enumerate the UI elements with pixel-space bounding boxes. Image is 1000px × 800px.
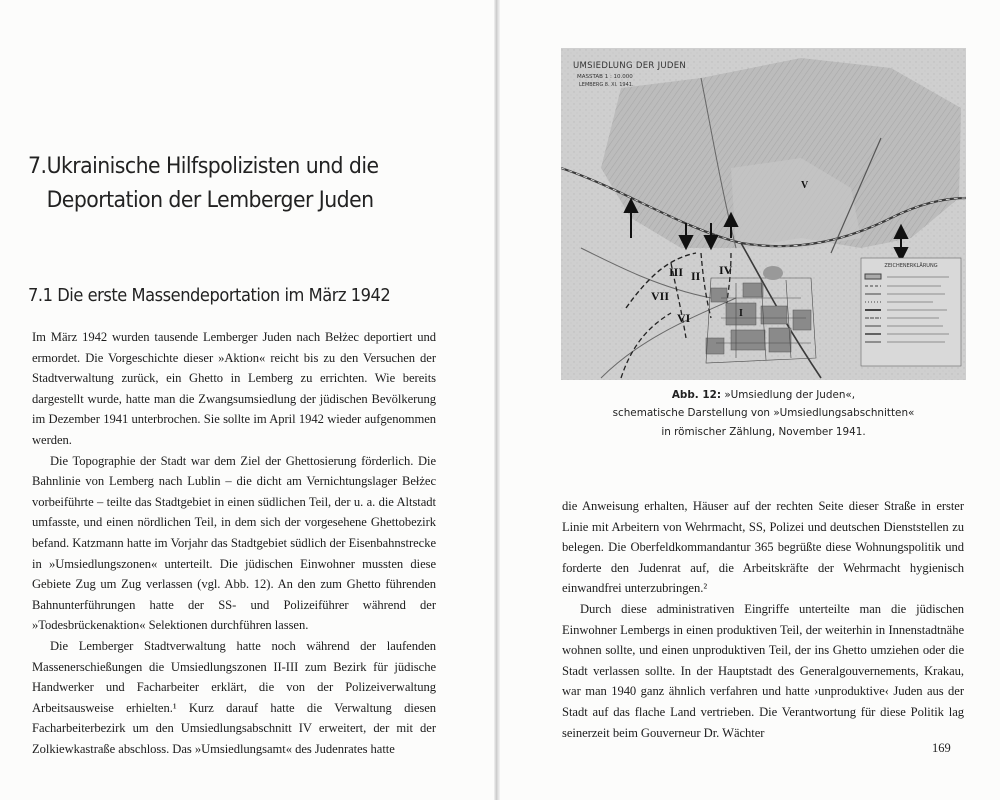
caption-line-1: »Umsiedlung der Juden«, — [724, 389, 856, 401]
chapter-title — [28, 150, 437, 218]
paragraph: Durch diese administrativen Eingriffe unterteilte man die jüdischen Einwohner Lembergs in einen produktiven Teil, der weiterhin in Innenstadtnähe wohnen sollte, und einen unproduktiven Teil, der ins Ghetto umziehen oder die Stadt verlassen sollte. In der Hauptstadt des Generalgouvernements, Krakau, war man 1940 ganz ähnlich verfahren und hatte ›unproduktive‹ Juden aus der Stadt auf das flache Land vertrieben. Die Verantwortung für diese Politik lag seinerzeit beim Gouverneur Dr. Wächter — [562, 601, 964, 740]
map-place-date: LEMBERG 8. XI. 1941. — [579, 82, 634, 88]
chapter-title-line-2: Deportation der Lemberger Juden — [46, 188, 374, 213]
paragraph: Die Lemberger Stadtverwaltung hatte noch während der laufenden Massenerschießungen die Umsiedlungszonen II-III zum Bezirk für jüdische Handwerker und Facharbeiter erklärt, die von der Polizeiverwaltung Arbeitsausweise erhielten.¹ Kurz darauf hatte die Verwaltung diesen Facharbeiterbezirk um den Umsiedlungsabschnitt IV erweitert, der mit der Zolkiewkastraße abschloss. Das »Umsiedlungsamt« des Judenrates hatte — [32, 638, 436, 756]
caption-line-3: in römischer Zählung, November 1941. — [661, 425, 866, 438]
chapter-title-line-1: Ukrainische Hilfspolizisten und die — [46, 154, 379, 179]
figure-caption — [561, 386, 966, 441]
map-image — [561, 48, 966, 380]
page-number: 169 — [932, 741, 951, 755]
paragraph: Die Topographie der Stadt war dem Ziel der Ghettosierung förderlich. Die Bahnlinie von Lemberg nach Lublin – die dicht am Vernichtungslager Bełżec vorbeiführte – teilte das Stadtgebiet in einen südlichen Teil, der u. a. die Altstadt umfasste, und einen nördlichen Teil, in dem sich der vorgesehene Ghettobezirk befand. Katzmann hatte im Vorjahr das Stadtgebiet südlich der Eisenbahnstrecke in »Umsiedlungszonen« unterteilt. Die jüdischen Einwohner mussten diese Gebiete Zug um Zug verlassen (vgl. Abb. 12). An den zum Ghetto führenden Bahnunterführungen hatte der SS- und Polizeiführer während der »Todesbrückenaktion« Selektionen durchführen lassen. — [32, 453, 436, 633]
left-body-text — [32, 327, 436, 759]
zone-label-III: III — [669, 265, 684, 279]
left-page — [0, 0, 494, 800]
caption-label: Abb. 12: — [671, 389, 721, 401]
zone-label-V: V — [801, 180, 809, 191]
zone-label-IV: IV — [719, 263, 733, 277]
legend-title: ZEICHENERKLÄRUNG — [884, 263, 938, 269]
zone-label-VII: VII — [651, 289, 670, 303]
map-figure — [561, 48, 966, 380]
paragraph: Im März 1942 wurden tausende Lemberger Juden nach Bełżec deportiert und ermordet. Die Vorgeschichte dieser »Aktion« reicht bis zu den Versuchen der Stadtverwaltung zurück, ein Ghetto in Lemberg zu errichten. Wie bereits dargestellt wurde, hatte man die Zwangsumsiedlung der jüdischen Bevölkerung im Dezember 1941 unterbrochen. Sie sollte im April 1942 wieder aufgenommen werden. — [32, 330, 436, 447]
map-title: UMSIEDLUNG DER JUDEN — [573, 61, 687, 71]
zone-label-VI: VI — [677, 311, 691, 325]
caption-line-2: schematische Darstellung von »Umsiedlungsabschnitten« — [612, 407, 915, 420]
paragraph: die Anweisung erhalten, Häuser auf der rechten Seite dieser Straße in erster Linie mit Arbeitern von Wehrmacht, SS, Polizei und deutschen Dienststellen zu belegen. Die Oberfeldkommandantur 365 begrüßte diese Wohnungspolitik und forderte den Judenrat auf, die Arbeitskräfte der Wehrmacht hygienisch einwandfrei unterzubringen.² — [562, 499, 964, 596]
map-scale: MASSTAB 1 : 10.000 — [577, 74, 633, 80]
right-body-text — [562, 496, 964, 743]
zone-label-I: I — [739, 308, 743, 319]
chapter-number: 7. — [28, 154, 47, 179]
map-legend — [861, 258, 961, 366]
section-title: 7.1 Die erste Massendeportation im März 1942 — [28, 286, 391, 306]
zone-label-II: II — [691, 269, 701, 283]
